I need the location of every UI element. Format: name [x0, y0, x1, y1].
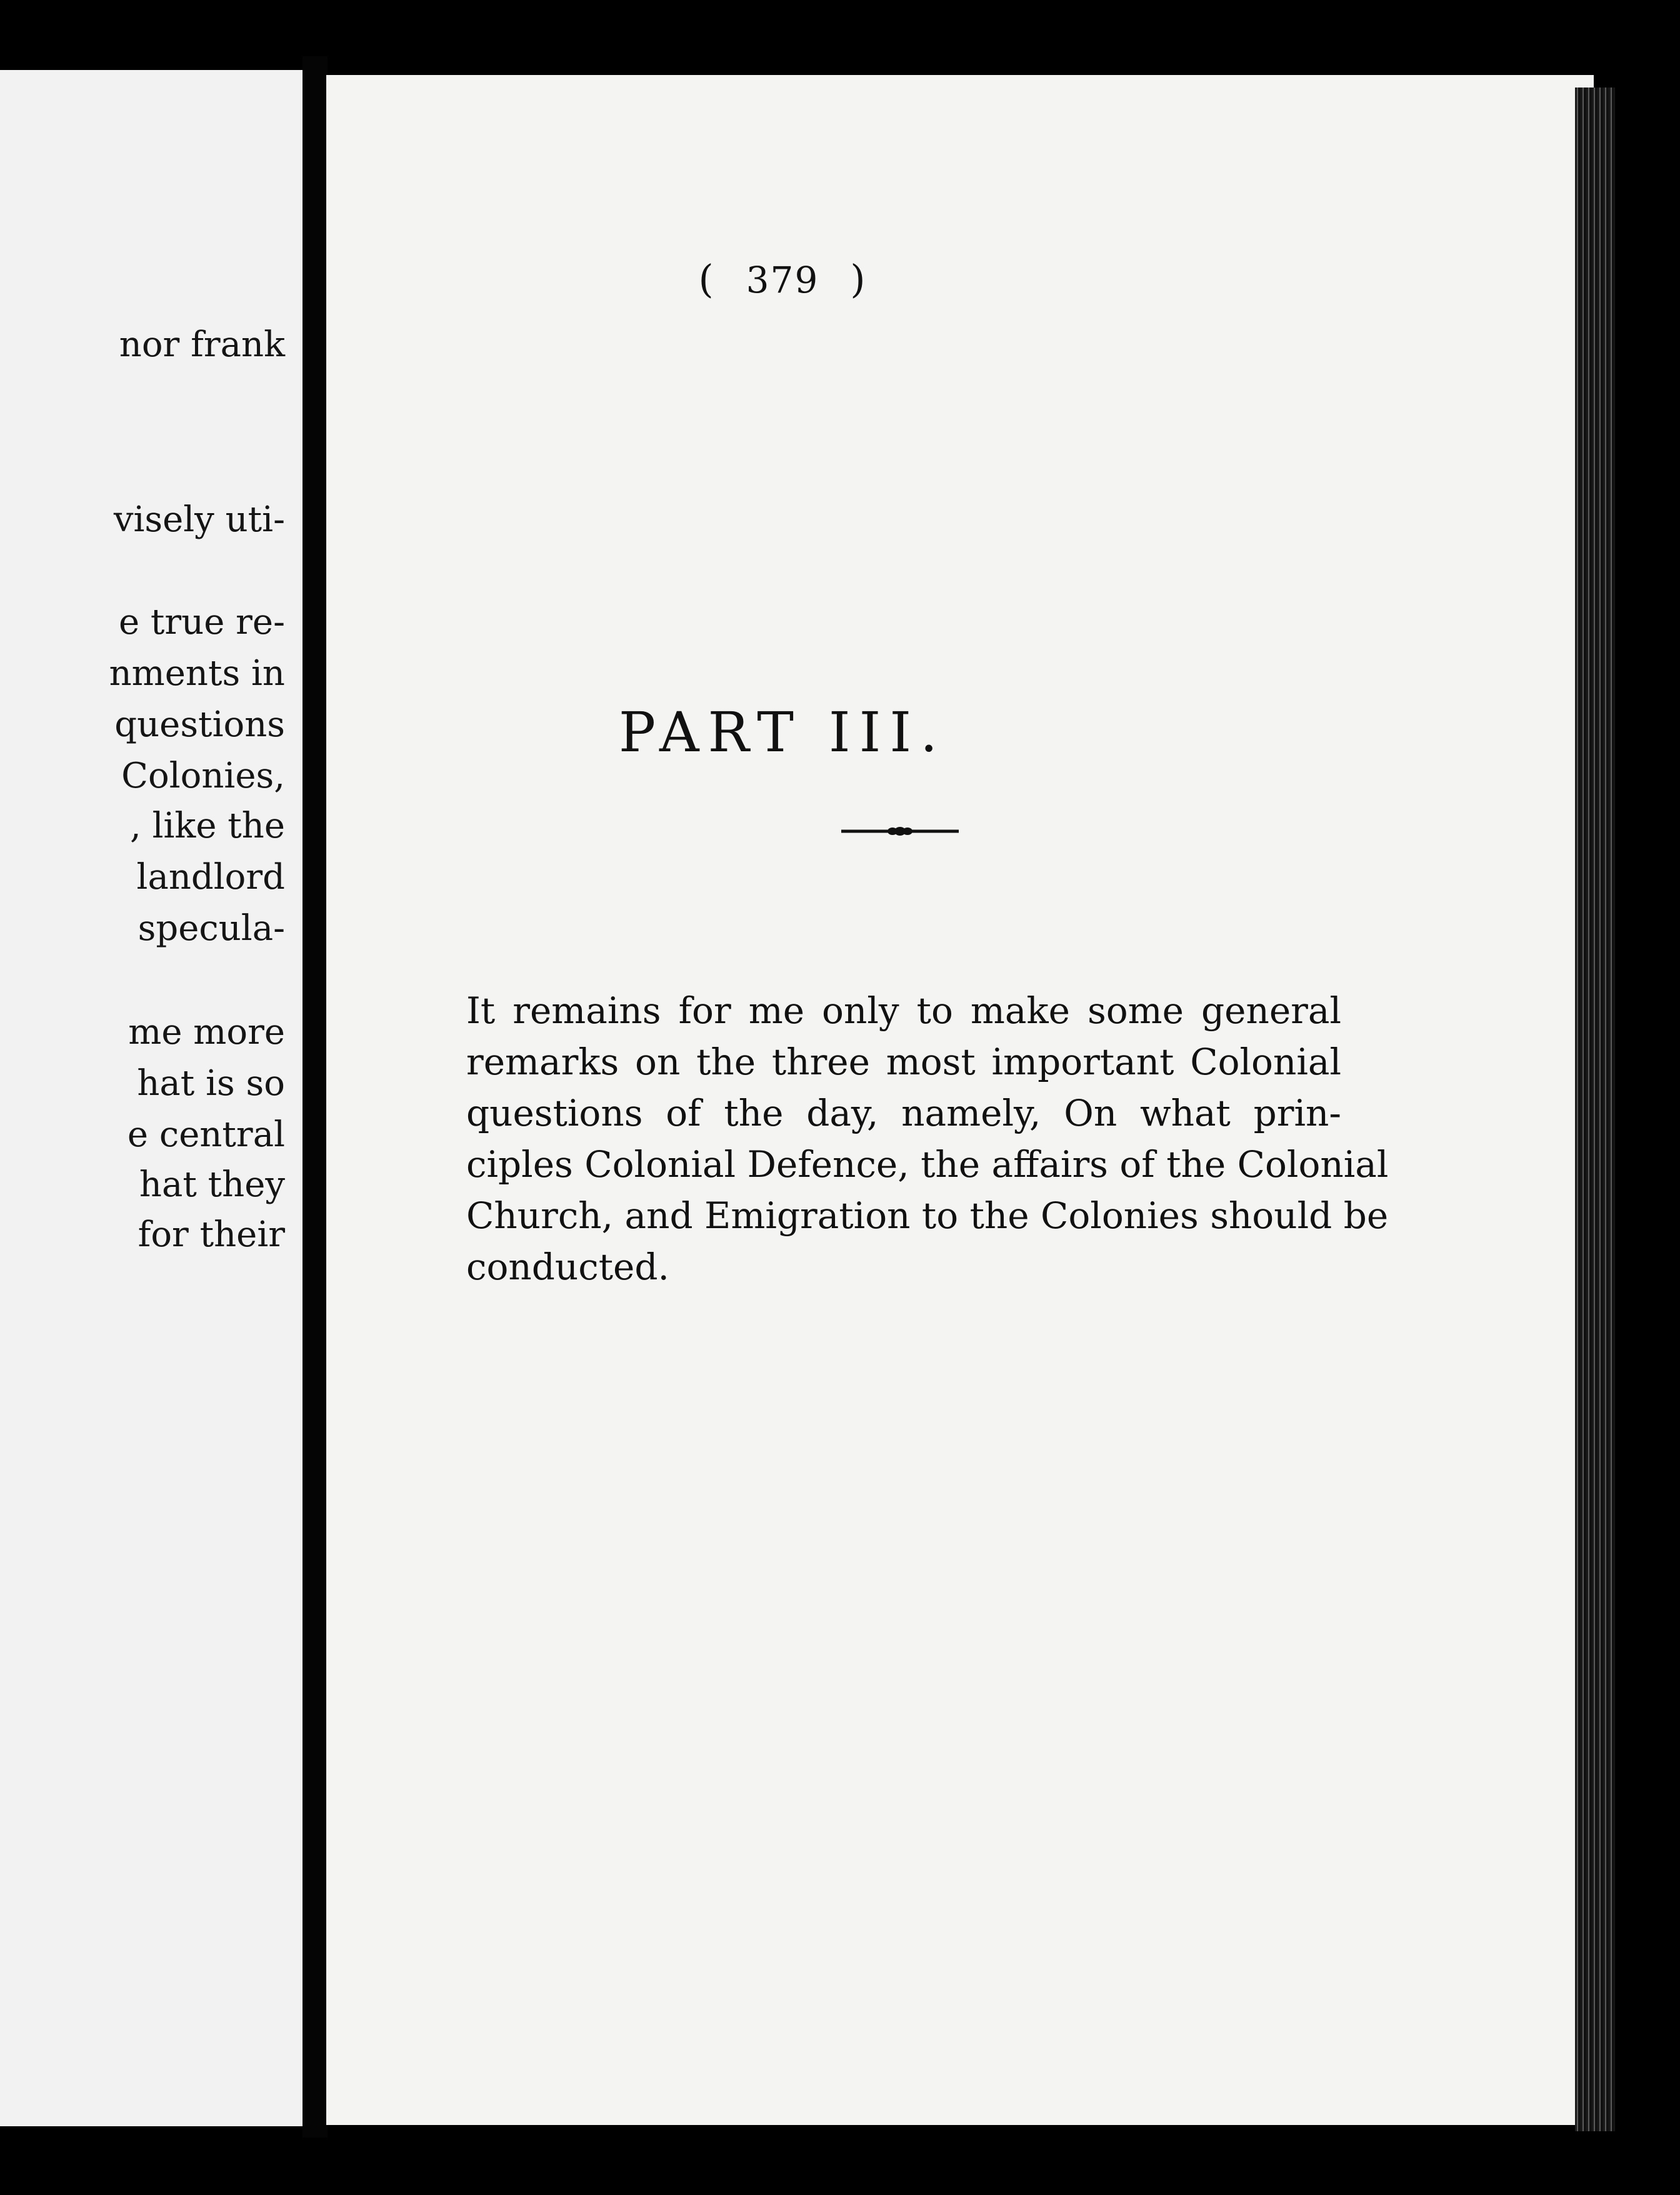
left-page-line: visely uti- [113, 499, 285, 540]
ornament-divider-icon [841, 824, 959, 839]
paragraph-line-3: questions of the day, namely, On what prin- [466, 1092, 1341, 1134]
paragraph-line-6: conducted. [466, 1246, 669, 1288]
paragraph-line-1 [466, 985, 1341, 1036]
left-page-line: landlord [136, 857, 285, 898]
left-page-fragment [0, 70, 302, 2126]
left-page-line: hat is so [137, 1063, 285, 1104]
left-page-line: questions [114, 704, 285, 745]
paragraph-line-4: ciples Colonial Defence, the affairs of the Colonial [466, 1143, 1389, 1186]
paragraph-line-5: Church, and Emigration to the Colonies should be [466, 1194, 1389, 1237]
paragraph-lead-word: It [466, 989, 496, 1032]
page-number-value: 379 [746, 259, 819, 301]
book-gutter [302, 56, 328, 2138]
left-page-line: , like the [129, 806, 285, 846]
left-page-line: specula- [138, 908, 285, 949]
left-page-line: me more [128, 1012, 285, 1052]
left-page-line: e true re- [118, 602, 285, 642]
left-page-line: nments in [109, 653, 285, 694]
right-page [326, 75, 1594, 2125]
paragraph-line-2: remarks on the three most important Colonial [466, 1041, 1341, 1083]
page-number-open-paren: ( [698, 256, 715, 302]
page-number [326, 256, 1239, 302]
part-heading: PART III. [618, 700, 947, 764]
left-page-line: hat they [139, 1164, 285, 1205]
left-page-line: nor frank [119, 324, 285, 365]
left-page-line: for their [138, 1214, 285, 1255]
left-page-line: e central [127, 1114, 285, 1155]
paragraph-line-text: remains for me only to make some general [512, 989, 1342, 1032]
body-paragraph [466, 985, 1389, 1292]
page-leaf-edges [1575, 88, 1615, 2131]
page-number-close-paren: ) [850, 256, 867, 302]
left-page-line: Colonies, [121, 756, 285, 796]
